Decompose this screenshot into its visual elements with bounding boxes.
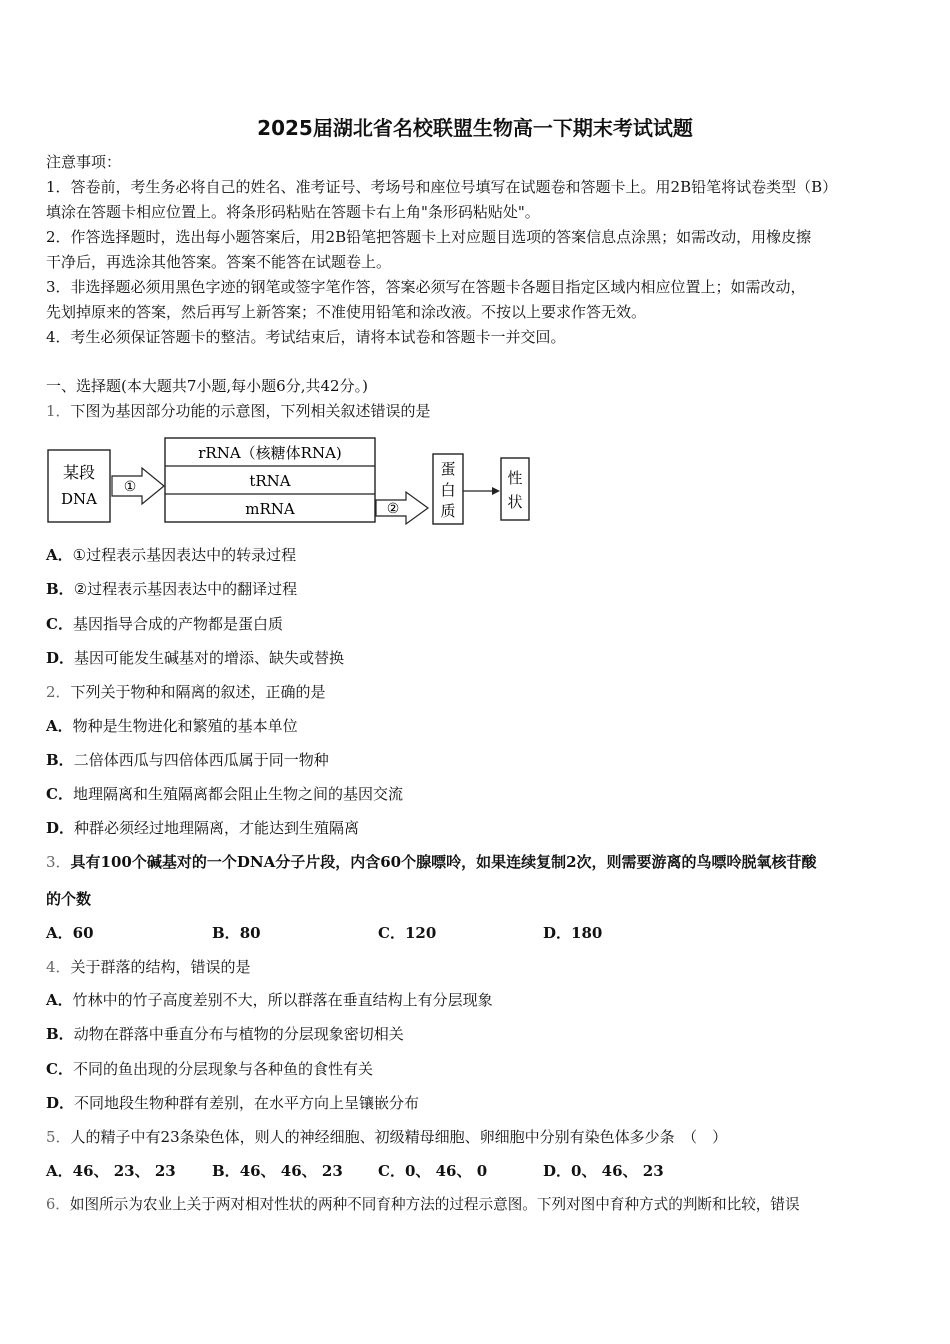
- q1-option-a: A．①过程表示基因表达中的转录过程: [46, 546, 297, 564]
- step-1-label: ①: [123, 479, 137, 495]
- dna-box: [48, 450, 110, 522]
- q4-option-d: D．不同地段生物种群有差别，在水平方向上呈镶嵌分布: [46, 1094, 420, 1112]
- trait-char: 性: [507, 469, 523, 487]
- q1-option-c: C．基因指导合成的产物都是蛋白质: [46, 615, 283, 633]
- q5-option-d: D．0、 46、 23: [543, 1162, 664, 1180]
- notice-line: 干净后，再选涂其他答案。答案不能答在试题卷上。: [46, 253, 392, 271]
- question-2-stem: 2．下列关于物种和隔离的叙述，正确的是: [46, 683, 326, 701]
- notice-line: 3．非选择题必须用黑色字迹的钢笔或签字笔作答，答案必须写在答题卡各题目指定区域内相应位置上；如需改动，: [46, 278, 806, 296]
- q2-option-c: C．地理隔离和生殖隔离都会阻止生物之间的基因交流: [46, 785, 403, 803]
- trait-char: 状: [507, 493, 523, 511]
- notice-line: 1．答卷前，考生务必将自己的姓名、准考证号、考场号和座位号填写在试题卷和答题卡上。用2B铅笔将试卷类型（B）: [46, 178, 838, 196]
- question-4-stem: 4．关于群落的结构，错误的是: [46, 958, 251, 976]
- question-1-stem: [46, 401, 431, 421]
- q1-option-d: D．基因可能发生碱基对的增添、缺失或替换: [46, 649, 345, 667]
- protein-char: 蛋: [440, 460, 456, 478]
- notice-heading: 注意事项：: [46, 153, 122, 171]
- mrna-label: mRNA: [245, 500, 295, 518]
- protein-char: 质: [440, 502, 456, 520]
- exam-title: 2025届湖北省名校联盟生物高一下期末考试试题: [257, 116, 693, 140]
- arrowhead-icon: [492, 487, 500, 495]
- notice-line: 2．作答选择题时，选出每小题答案后，用2B铅笔把答题卡上对应题目选项的答案信息点涂黑；如需改动，用橡皮擦: [46, 228, 812, 246]
- q4-option-b: B．动物在群落中垂直分布与植物的分层现象密切相关: [46, 1025, 404, 1043]
- q1-option-b: B．②过程表示基因表达中的翻译过程: [46, 580, 298, 598]
- q3-option-a: A．60: [46, 924, 94, 942]
- question-text: 下图为基因部分功能的示意图，下列相关叙述错误的是: [70, 402, 431, 420]
- q2-option-a: A．物种是生物进化和繁殖的基本单位: [46, 717, 298, 735]
- notice-line: 先划掉原来的答案，然后再写上新答案；不准使用铅笔和涂改液。不按以上要求作答无效。: [46, 303, 647, 321]
- arrow-2-icon: [376, 492, 428, 524]
- q5-option-b: B．46、 46、 23: [212, 1162, 343, 1180]
- q4-option-c: C．不同的鱼出现的分层现象与各种鱼的食性有关: [46, 1060, 373, 1078]
- trna-label: tRNA: [249, 472, 291, 490]
- notice-line: 填涂在答题卡相应位置上。将条形码粘贴在答题卡右上角"条形码粘贴处"。: [46, 203, 540, 221]
- step-2-label: ②: [386, 501, 400, 517]
- q3-option-d: D．180: [543, 924, 603, 942]
- rrna-label: rRNA（核糖体RNA): [198, 444, 342, 462]
- question-3-stem-cont: 的个数: [46, 890, 92, 908]
- question-number: 1．: [46, 402, 71, 420]
- gene-function-diagram: [46, 432, 546, 532]
- notice-line: 4．考生必须保证答题卡的整洁。考试结束后，请将本试卷和答题卡一并交回。: [46, 328, 566, 346]
- question-3-stem: 3．具有100个碱基对的一个DNA分子片段，内含60个腺嘌呤，如果连续复制2次，则需要游离的鸟嘌呤脱氧核苷酸: [46, 853, 817, 871]
- question-6-stem: 6．如图所示为农业上关于两对相对性状的两种不同育种方法的过程示意图。下列对图中育种方式的判断和比较，错误: [46, 1196, 800, 1213]
- q4-option-a: A．竹林中的竹子高度差别不大，所以群落在垂直结构上有分层现象: [46, 991, 493, 1009]
- question-5-stem: 5．人的精子中有23条染色体，则人的神经细胞、初级精母细胞、卵细胞中分别有染色体多少条 （ ）: [46, 1128, 728, 1146]
- q2-option-b: B．二倍体西瓜与四倍体西瓜属于同一物种: [46, 751, 329, 769]
- dna-label-1: 某段: [62, 463, 96, 482]
- dna-label-2: DNA: [61, 490, 97, 508]
- protein-char: 白: [440, 481, 456, 499]
- q3-option-b: B．80: [212, 924, 261, 942]
- q2-option-d: D．种群必须经过地理隔离，才能达到生殖隔离: [46, 819, 360, 837]
- arrow-1-icon: [112, 468, 164, 504]
- q3-option-c: C．120: [378, 924, 437, 942]
- q5-option-a: A．46、 23、 23: [46, 1162, 176, 1180]
- q5-option-c: C．0、 46、 0: [378, 1162, 488, 1180]
- section-heading: 一、选择题(本大题共7小题,每小题6分,共42分。): [46, 377, 368, 395]
